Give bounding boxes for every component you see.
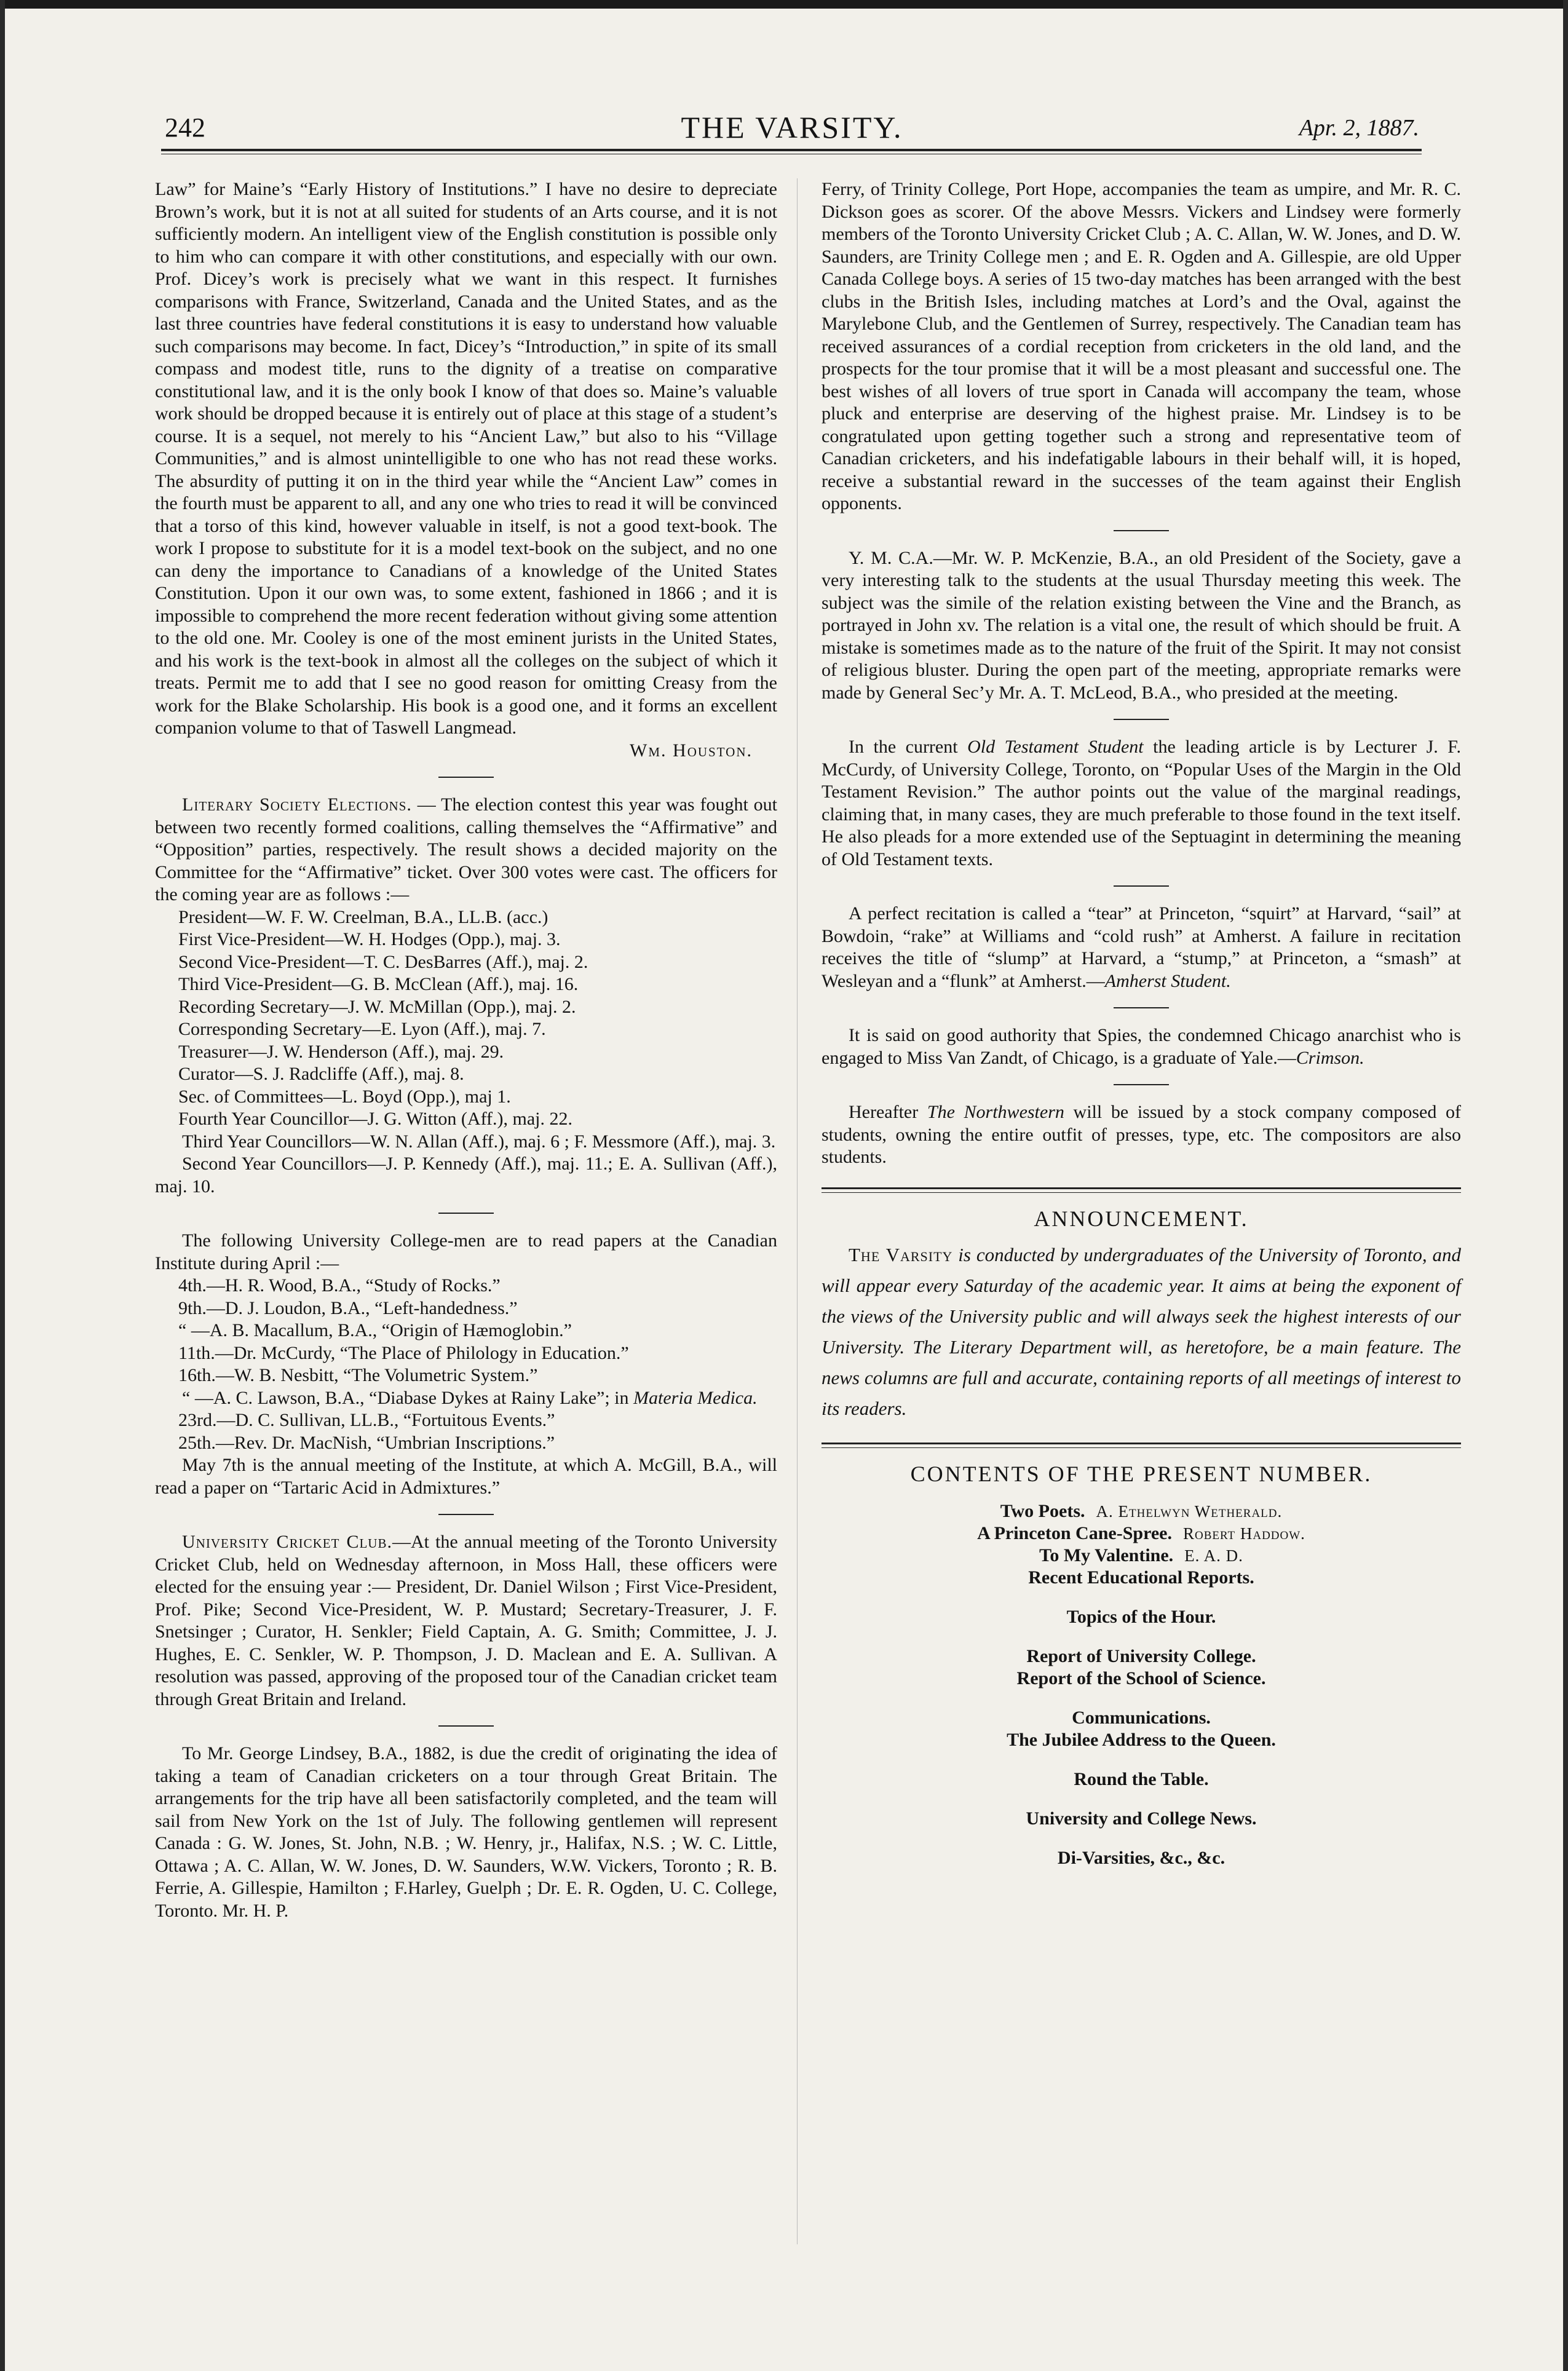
recitation-text: A perfect recitation is called a “tear” at Princeton, “squirt” at Harvard, “sail” at Bowdoin, “rake” at Williams and “cold rush” at Amherst. A failure in recitation receives the title of “slump” at Harvard, a “stump,” at Princeton, a “smash” at Wesleyan and a “flunk” at Amherst.— xyxy=(822,903,1461,991)
contents-item xyxy=(822,1545,1461,1567)
officer-item: Third Vice-President—G. B. McClean (Aff.), maj. 16. xyxy=(178,974,579,994)
elections-paragraph xyxy=(155,794,777,906)
contents-item-title: Recent Educational Reports. xyxy=(1028,1567,1254,1588)
announcement-bottom-rule xyxy=(822,1443,1461,1448)
paper-item: 4th.—H. R. Wood, B.A., “Study of Rocks.” xyxy=(178,1275,501,1296)
contents-item xyxy=(822,1567,1461,1589)
contents-item-title: A Princeton Cane-Spree. xyxy=(977,1522,1172,1543)
lindsey-paragraph: To Mr. George Lindsey, B.A., 1882, is due the credit of originating the idea of taking a team of Canadian cricketers on a tour through Great Britain. The arrangements for the trip have all been satisfactorily completed, and the team will sail from New York on the 1st of July. The following gentlemen will represent Canada : G. W. Jones, St. John, N.B. ; W. Henry, jr., Halifax, N.S. ; W. C. Little, Ottawa ; A. C. Allan, W. W. Jones, D. W. Saunders, W.W. Vickers, Toronto ; R. B. Ferrie, A. Gillespie, Hamilton ; F.Harley, Guelph ; Dr. E. R. Ogden, U. C. College, Toronto. Mr. H. P. xyxy=(155,1743,777,1921)
nw-text-a: Hereafter xyxy=(849,1102,919,1122)
cricket-text: —At the annual meeting of the Toronto University Cricket Club, held on Wednesday afternoon, in Moss Hall, these officers were elected for the ensuing year :— President, Dr. Daniel Wilson ; First Vice-President, Prof. Pike; Second Vice-President, W. P. Mustard; Secretary-Treasurer, J. F. Snetsinger ; Curator, H. Senkler; Field Captain, A. G. Smith; Committee, J. J. Hughes, E. C. Senkler, W. P. Thompson, J. D. Maclean and E. A. Sullivan. A resolution was passed, approving of the proposed tour of the Canadian cricket team through Great Britain and Ireland. xyxy=(155,1532,777,1709)
officer-item: Second Vice-President—T. C. DesBarres (Aff.), maj. 2. xyxy=(178,951,588,972)
recitation-paragraph xyxy=(822,903,1461,992)
officer-item: President—W. F. W. Creelman, B.A., LL.B. (acc.) xyxy=(178,906,548,927)
right-column xyxy=(822,178,1461,1869)
officer-item: Fourth Year Councillor—J. G. Witton (Aff.), maj. 22. xyxy=(178,1109,572,1129)
contents-item-title: Two Poets. xyxy=(1000,1500,1085,1521)
institute-papers-list-2 xyxy=(155,1409,777,1454)
houston-signature: Wm. Houston. xyxy=(630,740,753,761)
contents-item-author: E. A. D. xyxy=(1184,1546,1243,1565)
announcement-title: ANNOUNCEMENT. xyxy=(1034,1206,1249,1231)
cricket-heading: University Cricket Club. xyxy=(182,1532,392,1552)
institute-closing: May 7th is the annual meeting of the Institute, at which A. McGill, B.A., will read a paper on “Tartaric Acid in Admixtures.” xyxy=(155,1455,777,1498)
ots-title: Old Testament Student xyxy=(967,737,1144,757)
separator-rule xyxy=(1114,885,1169,887)
paper-item-lawson xyxy=(155,1387,777,1410)
separator-rule xyxy=(1114,1007,1169,1008)
ymca-paragraph: Y. M. C.A.—Mr. W. P. McKenzie, B.A., an old President of the Society, gave a very interesting talk to the students at the usual Thursday meeting this week. The subject was the simile of the relation existing between the Vine and the Branch, as portrayed in John xv. The relation is a vital one, the result of which should be fruit. A mistake is sometimes made as to the nature of the fruit of the Spirit. It may not consist of religious bluster. During the open part of the meeting, appropriate remarks were made by General Sec’y Mr. A. T. McLeod, B.A., who presided at the meeting. xyxy=(822,547,1461,703)
officer-item: First Vice-President—W. H. Hodges (Opp.), maj. 3. xyxy=(178,929,561,949)
separator-rule xyxy=(1114,1084,1169,1085)
paper-item: 11th.—Dr. McCurdy, “The Place of Philology in Education.” xyxy=(178,1342,629,1363)
third-year-councillors: Third Year Councillors—W. N. Allan (Aff.), maj. 6 ; F. Messmore (Aff.), maj. 3. xyxy=(182,1131,776,1152)
contents-item-title: To My Valentine. xyxy=(1039,1545,1174,1565)
contents-title: CONTENTS OF THE PRESENT NUMBER. xyxy=(910,1462,1372,1486)
contents-item: The Jubilee Address to the Queen. xyxy=(1007,1729,1276,1750)
left-column xyxy=(155,178,777,1922)
paper-item: 9th.—D. J. Loudon, B.A., “Left-handedness.” xyxy=(178,1297,518,1318)
separator-rule xyxy=(438,1725,494,1727)
contents-item-author: Robert Haddow. xyxy=(1182,1524,1305,1543)
separator-rule xyxy=(1114,530,1169,531)
spies-paragraph xyxy=(822,1024,1461,1069)
column-gutter xyxy=(797,178,798,2244)
separator-rule xyxy=(438,777,494,778)
nw-title: The Northwestern xyxy=(927,1102,1064,1122)
paper-item: 25th.—Rev. Dr. MacNish, “Umbrian Inscriptions.” xyxy=(178,1432,555,1453)
contents-item xyxy=(822,1500,1461,1522)
header-rule xyxy=(161,149,1422,154)
page-header xyxy=(165,106,1419,149)
contents-item: Communications. xyxy=(1072,1707,1211,1728)
contents-item: University and College News. xyxy=(1026,1808,1257,1829)
houston-letter-text: Law” for Maine’s “Early History of Institutions.” I have no desire to depreciate Brown’s work, but it is not at all suited for students of an Arts course, and it is not sufficiently modern. An intelligent view of the English constitution is possible only to him who can compare it with other constitutions, and especially with our own. Prof. Dicey’s work is precisely what we want in this respect. It furnishes comparisons with France, Switzerland, Canada and the United States, and as the last three countries have federal constitutions it is easy to understand how valuable such comparisons may become. In fact, Dicey’s “Introduction,” in spite of its small compass and modest title, runs to the dignity of a treatise on comparative constitutional law, and it is the only book I know of that does so. Maine’s valuable work should be dropped because it is entirely out of place at this stage of a student’s course. It is a sequel, not merely to his “Ancient Law,” but also to his “Village Communities,” and is almost unintelligible to one who has not read these works. The absurdity of putting it on in the third year while the “Ancient Law” comes in the fourth must be apparent to all, and any one who tries to read it will be convinced that a torso of this kind, however valuable in itself, is not a good text-book. The work I propose to substitute for it is a model text-book on the subject, and no one can deny the importance to Canadians of a knowledge of the United States Constitution. Upon it our own was, to some extent, fashioned in 1866 ; and it is impossible to comprehend the more recent federation without giving some attention to the old one. Mr. Cooley is one of the most eminent jurists in the United States, and his work is the text-book in almost all the colleges on the subject of which it treats. Permit me to add that I see no good reason for omitting Creasy from the work for the Blake Scholarship. His book is a good one, and it forms an excellent companion volume to that of Taswell Langmead. xyxy=(155,179,777,738)
cricket-paragraph xyxy=(155,1531,777,1711)
ots-text-b: the leading article is by Lecturer J. F. McCurdy, of University College, Toronto, on “Popular Uses of the Margin in the Old Testament Revision.” The author points out the value of the marginal readings, claiming that, in many cases, they are much preferable to those found in the text itself. He also pleads for a more extended use of the Septuagint in determining the meaning of Old Testament texts. xyxy=(822,737,1462,869)
page-number: 242 xyxy=(165,113,205,143)
announcement-top-rule xyxy=(822,1187,1461,1193)
contents-list xyxy=(822,1500,1461,1869)
announcement-lead: The Varsity xyxy=(849,1244,953,1265)
lawson-text: “ —A. C. Lawson, B.A., “Diabase Dykes at Rainy Lake”; in xyxy=(182,1387,629,1408)
elections-heading: Literary Society Elections. xyxy=(182,794,412,815)
officer-item: Treasurer—J. W. Henderson (Aff.), maj. 29. xyxy=(178,1041,504,1062)
masthead-title: THE VARSITY. xyxy=(681,110,903,144)
recitation-source: Amherst Student. xyxy=(1104,970,1231,991)
nw-text-b: will be issued by a stock company composed of students, owning the entire outfit of presses, type, etc. The compositors are also students. xyxy=(822,1102,1461,1167)
elections-text: — The election contest this year was fought out between two recently formed coalitions, calling themselves the “Affirmative” and “Opposition” parties, respectively. The result shows a decided majority on the Committee for the “Affirmative” ticket. Over 300 votes were cast. The officers for the coming year are as follows :— xyxy=(155,794,778,904)
officer-item: Recording Secretary—J. W. McMillan (Opp.), maj. 2. xyxy=(178,996,576,1017)
contents-item: Report of University College. xyxy=(1026,1645,1256,1666)
institute-papers-list xyxy=(155,1275,777,1387)
contents-item: Report of the School of Science. xyxy=(1016,1668,1266,1688)
officer-item: Corresponding Secretary—E. Lyon (Aff.), maj. 7. xyxy=(178,1019,546,1039)
scan-edge-right xyxy=(1563,0,1568,2371)
spies-text: It is said on good authority that Spies, the condemned Chicago anarchist who is engaged to Miss Van Zandt, of Chicago, is a graduate of Yale.— xyxy=(822,1025,1461,1068)
contents-item: Topics of the Hour. xyxy=(1066,1606,1216,1627)
institute-intro: The following University College-men are to read papers at the Canadian Institute during April :— xyxy=(155,1230,777,1273)
ots-text-a: In the current xyxy=(849,737,958,757)
paper-item: “ —A. B. Macallum, B.A., “Origin of Hæmoglobin.” xyxy=(178,1320,572,1340)
announcement-text: is conducted by undergraduates of the University of Toronto, and will appear every Saturday of the academic year. It aims at being the exponent of the views of the University public and will always seek the highest interests of our University. The Literary Department will, as heretofore, be a main feature. The news columns are full and accurate, containing reports of all meetings of interest to its readers. xyxy=(822,1244,1462,1419)
officers-list xyxy=(155,906,777,1131)
contents-item: Round the Table. xyxy=(1074,1768,1209,1789)
separator-rule xyxy=(438,1514,494,1515)
scan-edge-left xyxy=(0,0,5,2371)
announcement-body xyxy=(822,1240,1461,1424)
officer-item: Curator—S. J. Radcliffe (Aff.), maj. 8. xyxy=(178,1064,464,1084)
paper-item: 23rd.—D. C. Sullivan, LL.B., “Fortuitous Events.” xyxy=(178,1410,555,1430)
lindsey-continued: Ferry, of Trinity College, Port Hope, accompanies the team as umpire, and Mr. R. C. Dickson goes as scorer. Of the above Messrs. Vickers and Lindsey were formerly members of the Toronto University Cricket Club ; A. C. Allan, W. W. Jones, and D. W. Saunders, are Trinity College men ; and E. R. Ogden and A. Gillespie, are old Upper Canada College boys. A series of 15 two-day matches has been arranged with the best clubs in the British Isles, including matches at Lord’s and the Oval, against the Marylebone Club, and the Gentlemen of Surrey, respectively. The Canadian team has received assurances of a cordial reception from cricketers in the old land, and the prospects for the tour promise that it will be a most pleasant and successful one. The best wishes of all lovers of true sport in Canada will accompany the team, whose pluck and enterprise are deserving of the highest praise. Mr. Lindsey is to be congratulated upon getting together such a strong and representative teom of Canadian cricketers, and his indefatigable labours in their behalf will, it is hoped, receive a substantial reward in the successes of the team against their English opponents. xyxy=(822,179,1461,513)
contents-item-author: A. Ethelwyn Wetherald. xyxy=(1096,1502,1283,1521)
lawson-subject: Materia Medica. xyxy=(633,1387,758,1408)
contents-item: Di-Varsities, &c., &c. xyxy=(1057,1847,1225,1868)
separator-rule xyxy=(438,1213,494,1214)
paper-item: 16th.—W. B. Nesbitt, “The Volumetric System.” xyxy=(178,1365,538,1385)
separator-rule xyxy=(1114,719,1169,720)
northwestern-paragraph xyxy=(822,1101,1461,1169)
spies-source: Crimson. xyxy=(1296,1047,1364,1068)
ots-paragraph xyxy=(822,736,1461,871)
scan-edge-top xyxy=(0,0,1568,9)
second-year-councillors: Second Year Councillors—J. P. Kennedy (Aff.), maj. 11.; E. A. Sullivan (Aff.), maj. 10. xyxy=(155,1154,777,1197)
officer-item: Sec. of Committees—L. Boyd (Opp.), maj 1. xyxy=(178,1086,511,1107)
contents-item xyxy=(822,1522,1461,1545)
issue-date: Apr. 2, 1887. xyxy=(1299,115,1419,141)
